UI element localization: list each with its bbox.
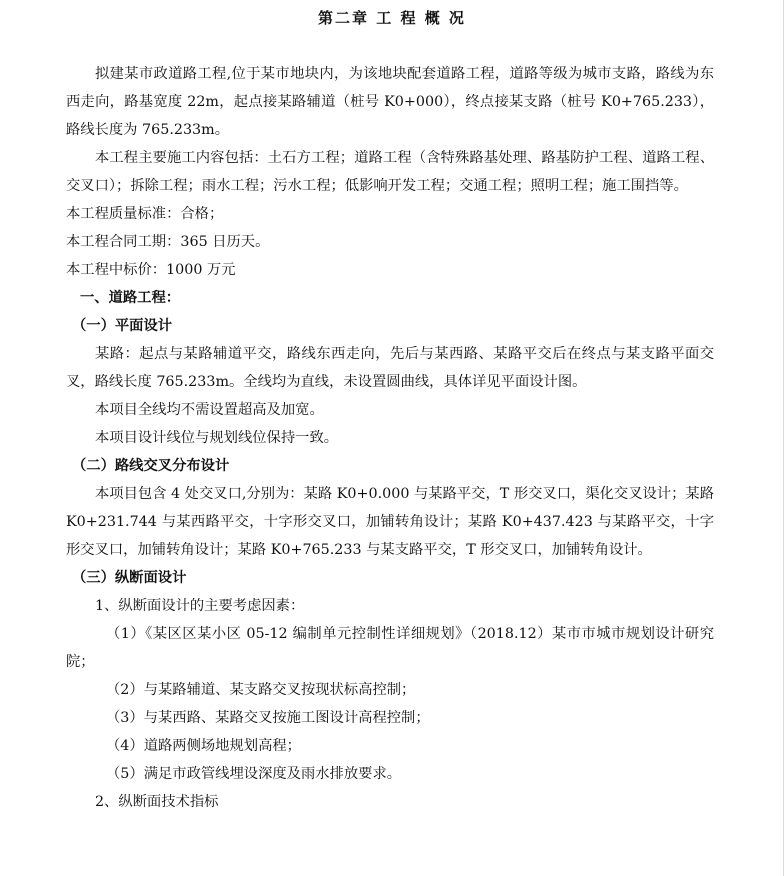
profile-factor-item: （2）与某路辅道、某支路交叉按现状标高控制； [106,682,416,698]
scope-paragraph: 本工程主要施工内容包括：土石方工程；道路工程（含特殊路基处理、路基防护工程、道路工程、交叉口）；拆除工程；雨水工程；污水工程；低影响开发工程；交通工程；照明工程；施工围挡等。 [66,150,714,194]
profile-factor-item: （3）与某西路、某路交叉按施工图设计高程控制； [106,710,430,726]
quality-standard: 本工程质量标准：合格； [66,206,224,222]
plane-superelevation: 本项目全线均不需设置超高及加宽。 [95,402,324,418]
plane-alignment: 本项目设计线位与规划线位保持一致。 [95,430,339,446]
chapter-title: 第二章 工 程 概 况 [318,9,466,27]
profile-factor-item: （1）《某区区某小区 05-12 编制单元控制性详细规划》（2018.12）某市市城市规划设计研究院； [66,626,714,670]
profile-factor-item: （5）满足市政管线埋设深度及雨水排放要求。 [106,766,402,782]
subsection-heading-intersection: （二）路线交叉分布设计 [72,458,230,474]
profile-factors-heading: 1、纵断面设计的主要考虑因素： [95,598,305,614]
plane-paragraph: 某路：起点与某路辅道平交，路线东西走向，先后与某西路、某路平交后在终点与某支路平面交叉，路线长度 765.233m。全线均为直线，未设置圆曲线，具体详见平面设计图。 [66,346,714,390]
contract-duration: 本工程合同工期：365 日历天。 [66,234,270,250]
subsection-heading-profile: （三）纵断面设计 [72,570,187,586]
bid-price: 本工程中标价：1000 万元 [66,262,236,278]
intersection-paragraph: 本项目包含 4 处交叉口,分别为：某路 K0+0.000 与某路平交，T 形交叉口，渠化交叉设计；某路 K0+231.744 与某西路平交，十字形交叉口，加铺转角设计；某路 K0+437.423 与某路平交，十字形交叉口，加铺转角设计；某路 K0+765.233 与某支路平交，T 形交叉口，加铺转角设计。 [66,486,714,558]
section-heading-road: 一、道路工程： [80,290,181,306]
overview-paragraph: 拟建某市政道路工程,位于某市地块内，为该地块配套道路工程，道路等级为城市支路，路线为东西走向，路基宽度 22m，起点接某路辅道（桩号 K0+000），终点接某支路（桩号 K0+765.233），路线长度为 765.233m。 [66,66,714,138]
profile-indicators-heading: 2、纵断面技术指标 [95,794,219,810]
subsection-heading-plane: （一）平面设计 [72,318,173,334]
profile-factor-item: （4）道路两侧场地规划高程； [106,738,301,754]
document-body [66,60,714,816]
